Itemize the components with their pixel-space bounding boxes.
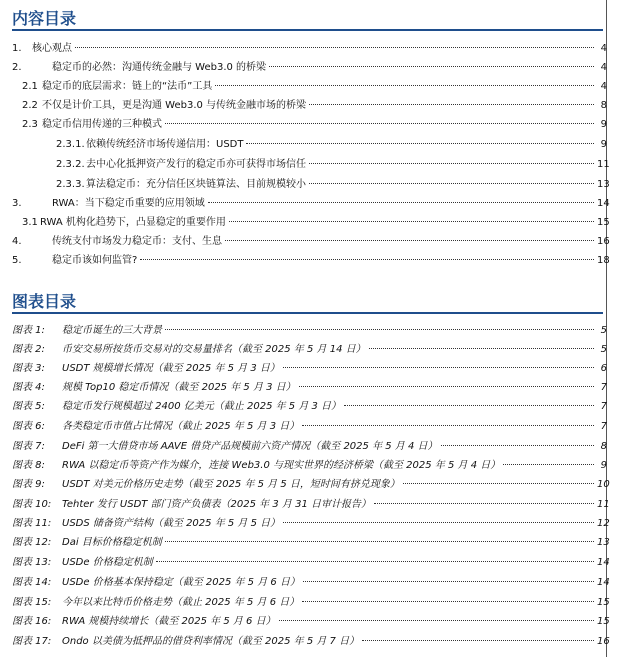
figure-entry-title: USDS 储备资产结构（截至 2025 年 5 月 5 日） [62, 518, 281, 529]
toc-entry-number: 2.1 [22, 81, 38, 92]
figure-entry-number: 图表 2: [12, 344, 45, 355]
dot-leader [299, 386, 594, 387]
figures-heading: 图表目录 [12, 292, 77, 311]
dot-leader [503, 464, 594, 465]
toc-entry-number: 2.3.3. [56, 179, 85, 190]
dot-leader [246, 143, 594, 144]
figure-entry-number: 图表 9: [12, 479, 45, 490]
dot-leader [309, 104, 594, 105]
figure-entry-title: 稳定币发行规模超过 2400 亿美元（截止 2025 年 5 月 3 日） [62, 401, 342, 412]
figure-entry-title: 稳定币诞生的三大背景 [62, 325, 162, 336]
figure-entry-page: 9 [600, 460, 607, 471]
figure-entry-title: Dai 目标价格稳定机制 [62, 537, 162, 548]
toc-entry-page: 4 [600, 81, 607, 92]
toc-entry[interactable] [0, 156, 610, 174]
toc-entry-number: 5. [12, 255, 22, 266]
figure-entry-number: 图表 6: [12, 421, 45, 432]
figure-entry-page: 6 [600, 363, 607, 374]
figure-entry[interactable] [0, 398, 607, 416]
toc-entry-page: 13 [597, 179, 610, 190]
dot-leader [140, 259, 594, 260]
toc-entry-number: 2.3.2. [56, 159, 85, 170]
dot-leader [309, 183, 594, 184]
figure-entry-page: 11 [597, 499, 610, 510]
figure-entry-number: 图表 16: [12, 616, 52, 627]
toc-entry-title: 稳定币该如何监管? [52, 255, 138, 266]
figure-entry-title: 各类稳定币市值占比情况（截止 2025 年 5 月 3 日） [62, 421, 300, 432]
figure-entry[interactable] [0, 379, 607, 397]
toc-entry-title: RWA 机构化趋势下，凸显稳定的重要作用 [40, 217, 226, 228]
toc-entry[interactable] [0, 78, 607, 96]
figure-entry-title: USDe 价格稳定机制 [62, 557, 153, 568]
figure-entry[interactable] [0, 515, 610, 533]
figure-entry[interactable] [0, 534, 610, 552]
figure-entry-page: 15 [597, 616, 610, 627]
toc-entry-title: 稳定币的必然：沟通传统金融与 Web3.0 的桥梁 [52, 62, 267, 73]
figures-heading-rule [12, 312, 603, 314]
figure-entry[interactable] [0, 418, 607, 436]
figure-entry-title: DeFi 第一大借贷市场 AAVE 借贷产品规模前六资产情况（截至 2025 年 5 月 4 日） [62, 441, 438, 452]
figure-entry-page: 14 [597, 577, 610, 588]
figure-entry-number: 图表 1: [12, 325, 45, 336]
toc-entry-title: 不仅是计价工具，更是沟通 Web3.0 与传统金融市场的桥梁 [42, 100, 307, 111]
figure-entry-number: 图表 17: [12, 636, 52, 647]
dot-leader [303, 581, 594, 582]
figure-entry-number: 图表 5: [12, 401, 45, 412]
figure-entry-number: 图表 12: [12, 537, 52, 548]
toc-entry-page: 9 [600, 139, 607, 150]
toc-entry-title: 传统支付市场发力稳定币：支付、生息 [52, 236, 222, 247]
figure-entry-page: 7 [600, 401, 607, 412]
figure-entry-page: 7 [600, 382, 607, 393]
toc-entry-title: 稳定币信用传递的三种模式 [42, 119, 162, 130]
toc-entry[interactable] [0, 176, 610, 194]
toc-entry[interactable] [0, 214, 610, 232]
figure-entry-number: 图表 13: [12, 557, 52, 568]
figure-entry[interactable] [0, 476, 610, 494]
figure-entry-title: Ondo 以美债为抵押品的借贷利率情况（截至 2025 年 5 月 7 日） [62, 636, 360, 647]
toc-entry-title: 依赖传统经济市场传递信用：USDT [86, 139, 244, 150]
toc-heading-rule [12, 29, 603, 31]
figure-entry-title: RWA 以稳定币等资产作为媒介，连接 Web3.0 与现实世界的经济桥梁（截至 2025 年 5 月 4 日） [62, 460, 501, 471]
toc-entry-number: 3. [12, 198, 22, 209]
toc-entry-page: 18 [597, 255, 610, 266]
toc-entry[interactable] [0, 59, 607, 77]
figure-entry-page: 8 [600, 441, 607, 452]
figure-entry-page: 12 [597, 518, 610, 529]
figure-entry[interactable] [0, 554, 610, 572]
toc-entry-page: 4 [600, 43, 607, 54]
toc-entry-title: 去中心化抵押资产发行的稳定币亦可获得市场信任 [86, 159, 306, 170]
dot-leader [403, 483, 594, 484]
figure-entry[interactable] [0, 574, 610, 592]
toc-entry[interactable] [0, 97, 607, 115]
toc-entry-page: 11 [597, 159, 610, 170]
dot-leader [215, 85, 594, 86]
figure-entry-title: RWA 规模持续增长（截至 2025 年 5 月 6 日） [62, 616, 276, 627]
toc-entry-number: 1. [12, 43, 22, 54]
dot-leader [229, 221, 594, 222]
figure-entry-number: 图表 4: [12, 382, 45, 393]
toc-entry-page: 4 [600, 62, 607, 73]
toc-entry-title: 核心观点 [32, 43, 72, 54]
figure-entry[interactable] [0, 633, 610, 651]
dot-leader [279, 620, 594, 621]
toc-entry-number: 4. [12, 236, 22, 247]
toc-entry-number: 2.3 [22, 119, 38, 130]
dot-leader [208, 202, 594, 203]
dot-leader [165, 541, 594, 542]
figure-entry-number: 图表 14: [12, 577, 52, 588]
dot-leader [302, 601, 594, 602]
figure-entry-page: 7 [600, 421, 607, 432]
dot-leader [344, 405, 594, 406]
dot-leader [369, 348, 594, 349]
toc-entry-page: 14 [597, 198, 610, 209]
figure-entry-number: 图表 11: [12, 518, 52, 529]
figure-entry-page: 16 [597, 636, 610, 647]
figure-entry[interactable] [0, 594, 610, 612]
toc-entry-page: 9 [600, 119, 607, 130]
dot-leader [269, 66, 594, 67]
dot-leader [309, 163, 594, 164]
figure-entry[interactable] [0, 360, 607, 378]
toc-entry-page: 16 [597, 236, 610, 247]
toc-entry-page: 8 [600, 100, 607, 111]
figure-entry-number: 图表 8: [12, 460, 45, 471]
figure-entry-number: 图表 15: [12, 597, 52, 608]
figure-entry-page: 14 [597, 557, 610, 568]
figure-entry-page: 15 [597, 597, 610, 608]
toc-entry[interactable] [0, 116, 607, 134]
toc-entry-title: 算法稳定币：充分信任区块链算法、目前规模较小 [86, 179, 306, 190]
figure-entry-page: 5 [600, 344, 607, 355]
toc-entry-number: 3.1 [22, 217, 38, 228]
dot-leader [302, 425, 594, 426]
dot-leader [75, 47, 594, 48]
figure-entry-title: USDT 规模增长情况（截至 2025 年 5 月 3 日） [62, 363, 280, 374]
figure-entry[interactable] [0, 613, 610, 631]
toc-entry-number: 2. [12, 62, 22, 73]
dot-leader [165, 329, 594, 330]
figure-entry-title: Tehter 发行 USDT 部门资产负债表（2025 年 3 月 31 日审计报告） [62, 499, 371, 510]
toc-entry[interactable] [0, 252, 610, 270]
dot-leader [441, 445, 594, 446]
figure-entry-number: 图表 10: [12, 499, 52, 510]
figure-entry[interactable] [0, 322, 607, 340]
figure-entry[interactable] [0, 438, 607, 456]
figure-entry[interactable] [0, 341, 607, 359]
figure-entry-title: 币安交易所按货币交易对的交易量排名（截至 2025 年 5 月 14 日） [62, 344, 366, 355]
dot-leader [362, 640, 594, 641]
dot-leader [283, 367, 594, 368]
toc-entry-title: RWA：当下稳定币重要的应用领域 [52, 198, 205, 209]
toc-entry-page: 15 [597, 217, 610, 228]
dot-leader [225, 240, 594, 241]
dot-leader [156, 561, 594, 562]
toc-entry[interactable] [0, 233, 610, 251]
toc-entry[interactable] [0, 40, 607, 58]
toc-entry[interactable] [0, 136, 607, 154]
toc-entry-number: 2.3.1. [56, 139, 85, 150]
figure-entry-title: 今年以来比特币价格走势（截止 2025 年 5 月 6 日） [62, 597, 300, 608]
figure-entry-number: 图表 7: [12, 441, 45, 452]
figure-entry[interactable] [0, 457, 607, 475]
figure-entry-page: 13 [597, 537, 610, 548]
toc-entry-title: 稳定币的底层需求：链上的“法币”工具 [42, 81, 213, 92]
toc-entry[interactable] [0, 195, 610, 213]
figure-entry-title: USDe 价格基本保持稳定（截至 2025 年 5 月 6 日） [62, 577, 300, 588]
dot-leader [283, 522, 594, 523]
figure-entry-number: 图表 3: [12, 363, 45, 374]
figure-entry[interactable] [0, 496, 610, 514]
figure-entry-page: 5 [600, 325, 607, 336]
figure-entry-title: USDT 对美元价格历史走势（截至 2025 年 5 月 5 日，短时间有挤兑现象） [62, 479, 400, 490]
toc-entry-number: 2.2 [22, 100, 38, 111]
figure-entry-page: 10 [597, 479, 610, 490]
toc-heading: 内容目录 [12, 9, 77, 28]
figure-entry-title: 规模 Top10 稳定币情况（截至 2025 年 5 月 3 日） [62, 382, 296, 393]
dot-leader [374, 503, 594, 504]
dot-leader [165, 123, 594, 124]
